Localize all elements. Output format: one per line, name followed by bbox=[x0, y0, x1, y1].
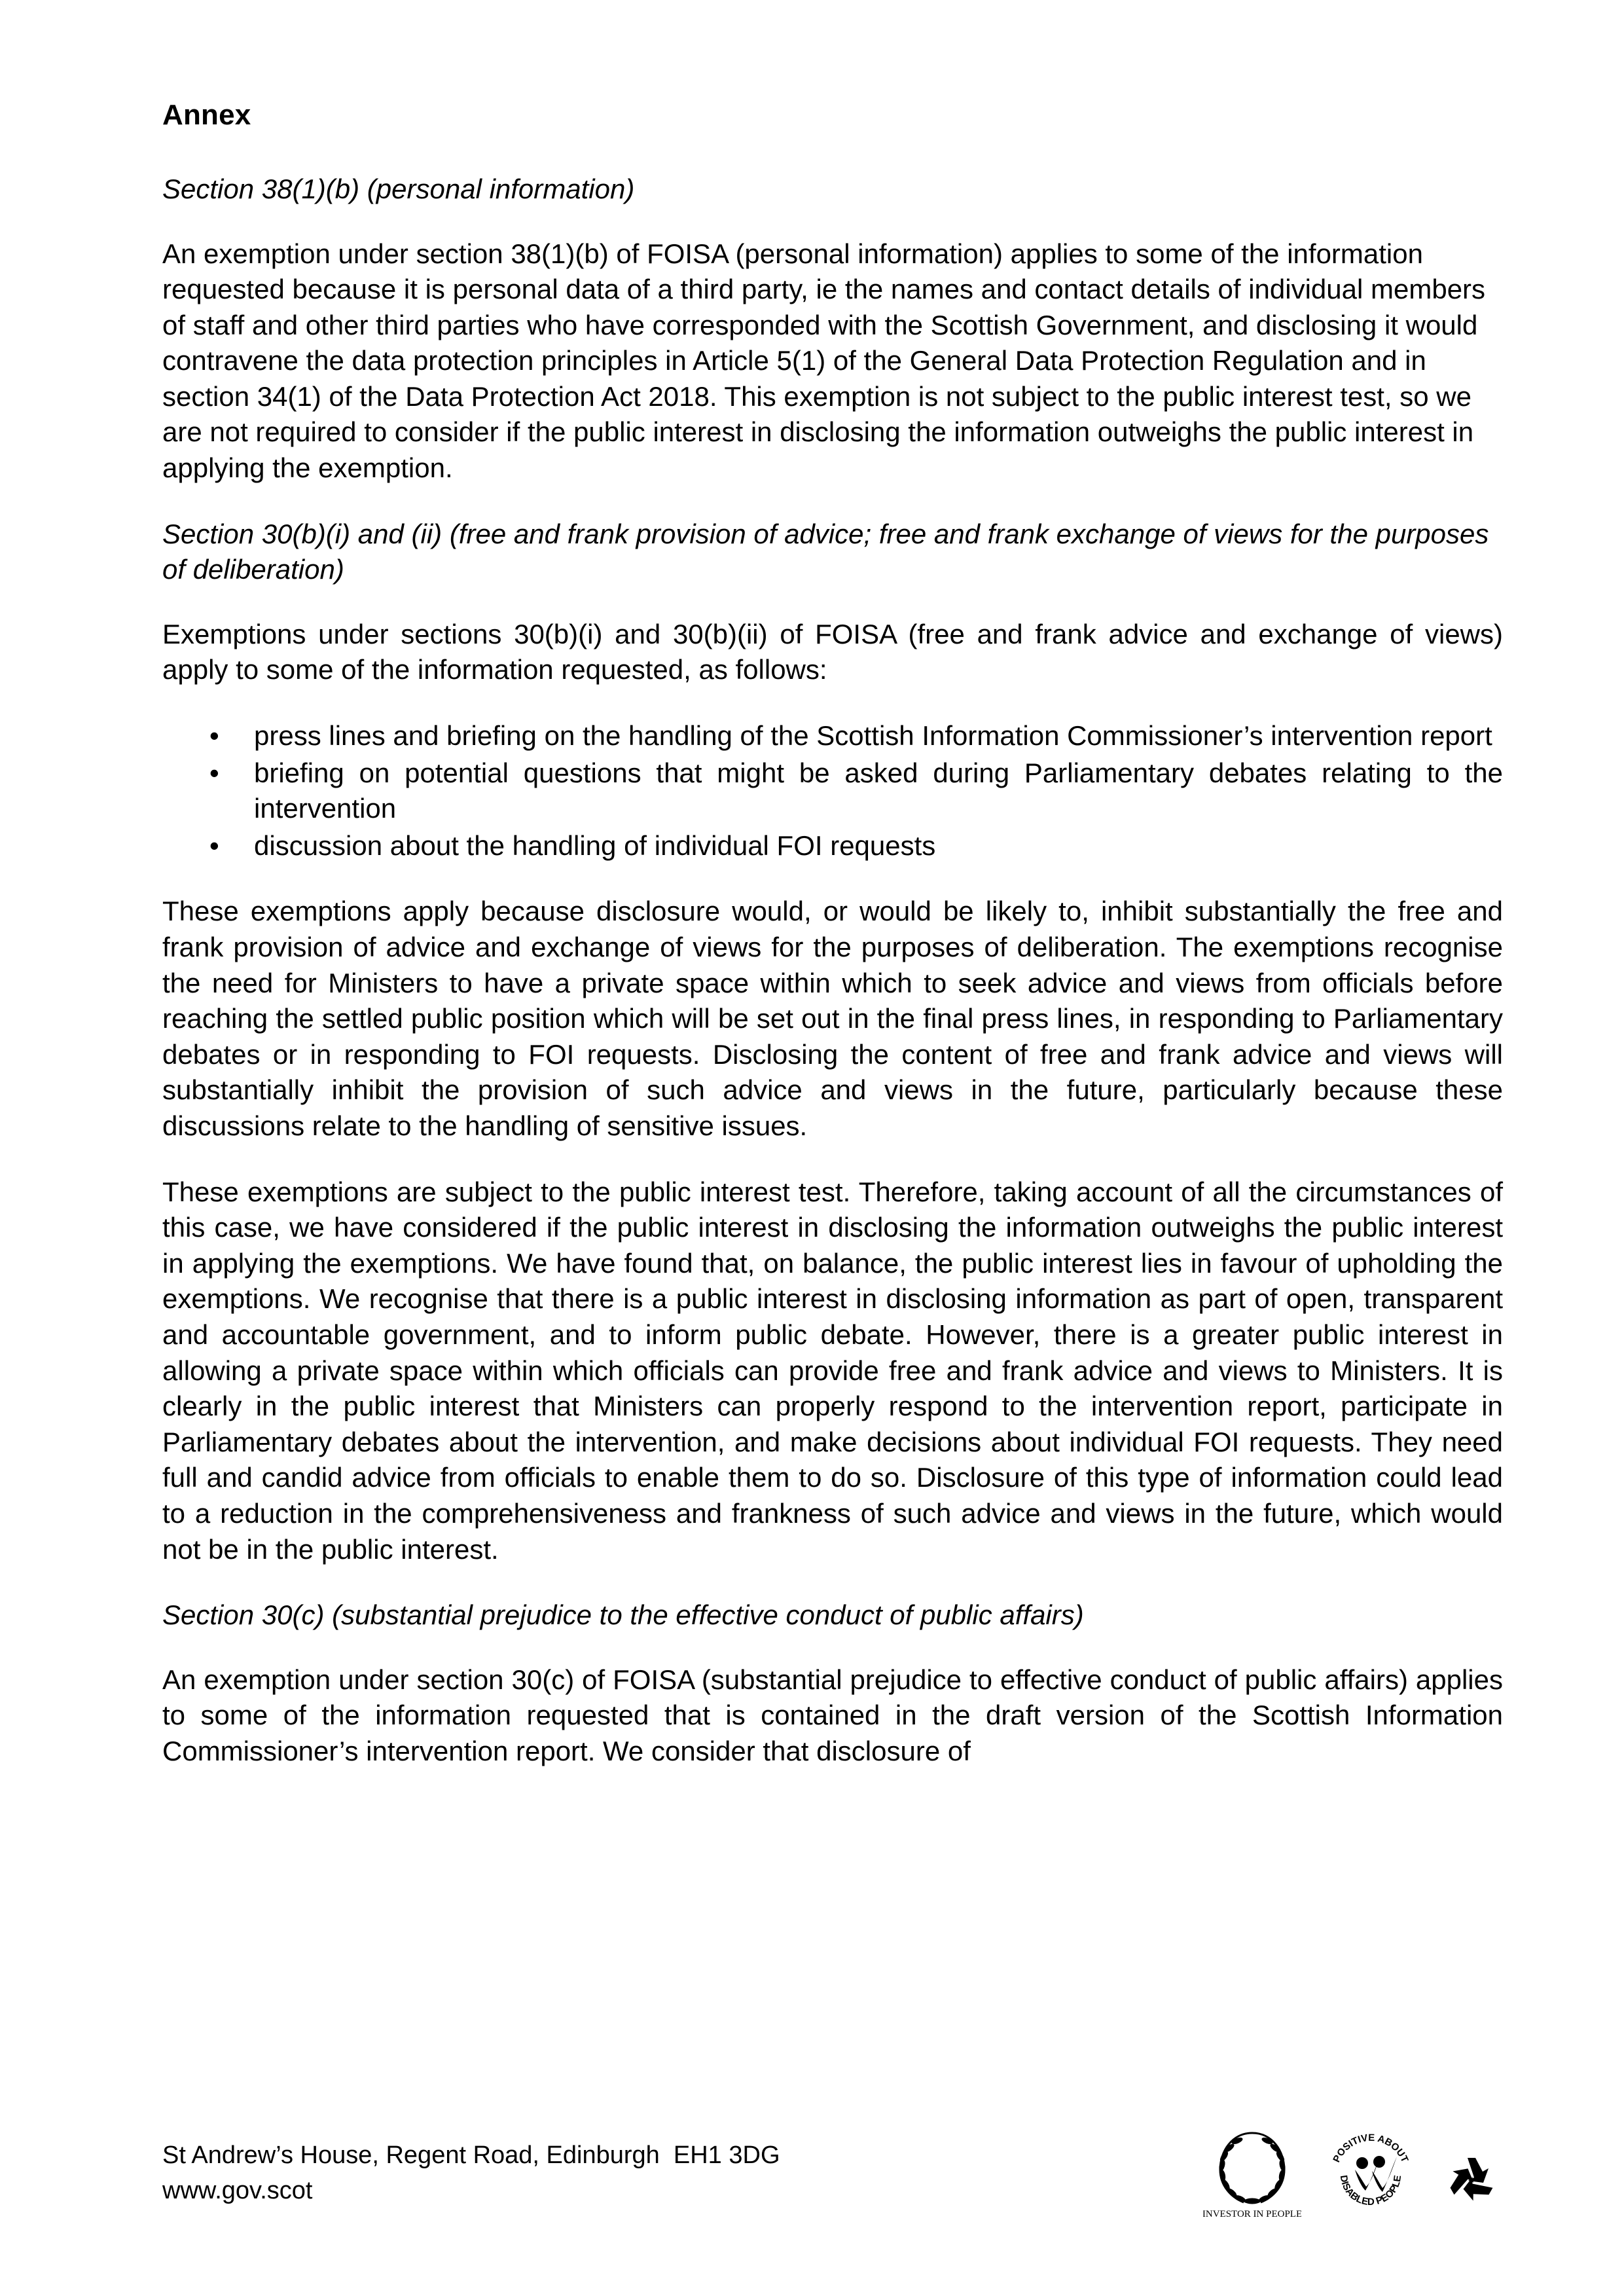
footer-logo-group bbox=[1203, 2123, 1503, 2221]
section-30c-paragraph-1: An exemption under section 30(c) of FOISA (substantial prejudice to effective conduct of public affairs) applies to some of the information requested that is contained in the draft version of the Scottish Information Commissioner’s intervention report. We consider that disclosure of bbox=[162, 1664, 1503, 1766]
pad-caption-bottom: DISABLED PEOPLE bbox=[1337, 2174, 1404, 2208]
list-item: • press lines and briefing on the handling of the Scottish Information Commissioner’s intervention report bbox=[162, 718, 1503, 754]
section-heading-30-c: Section 30(c) (substantial prejudice to the effective conduct of public affairs) bbox=[162, 1599, 1084, 1631]
list-item: • discussion about the handling of individual FOI requests bbox=[162, 828, 1503, 864]
footer-address-line: St Andrew’s House, Regent Road, Edinburgh EH1 3DG bbox=[162, 2141, 780, 2169]
section-30b-bullet-list bbox=[162, 718, 1503, 864]
page-footer bbox=[162, 2132, 1503, 2263]
section-30b-intro: Exemptions under sections 30(b)(i) and 30(b)(ii) of FOISA (free and frank advice and exchange of views) apply to some of the information requested, as follows: bbox=[162, 618, 1503, 685]
recycling-logo bbox=[1440, 2149, 1503, 2212]
section-heading-30-b: Section 30(b)(i) and (ii) (free and frank provision of advice; free and frank exchange of views for the purposes of deliberation) bbox=[162, 518, 1489, 585]
section-30b-paragraph-1: These exemptions apply because disclosure would, or would be likely to, inhibit substantially the free and frank provision of advice and exchange of views for the purposes of deliberation. The exemptions recognise the need for Ministers to have a private space within which to seek advice and views from officials before reaching the settled public position which will be set out in the final press lines, in responding to Parliamentary debates or in responding to FOI requests. Disclosing the content of free and frank advice and views will substantially inhibit the provision of such advice and views in the future, particularly because these discussions relate to the handling of sensitive issues. bbox=[162, 896, 1503, 1141]
page-title: Annex bbox=[162, 99, 251, 131]
section-heading-38-1-b: Section 38(1)(b) (personal information) bbox=[162, 173, 635, 204]
investor-in-people-caption: INVESTOR IN PEOPLE bbox=[1203, 2209, 1301, 2219]
section-38-paragraph-1: An exemption under section 38(1)(b) of FOISA (personal information) applies to some of the information requested because it is personal data of a third party, ie the names and contact details of individual members of staff and other third parties who have corresponded with the Scottish Government, and disclosing it would contravene the data protection principles in Article 5(1) of the General Data Protection Regulation and in section 34(1) of the Data Protection Act 2018. This exemption is not subject to the public interest test, so we are not required to consider if the public interest in disclosing the information outweighs the public interest in applying the exemption. bbox=[162, 238, 1486, 484]
investor-in-people-logo bbox=[1203, 2123, 1301, 2221]
pad-caption-top: POSITIVE ABOUT bbox=[1331, 2132, 1411, 2164]
document-body bbox=[162, 98, 1503, 1799]
section-30b-paragraph-2: These exemptions are subject to the public interest test. Therefore, taking account of all the circumstances of this case, we have considered if the public interest in disclosing the information outweighs the public interest in applying the exemptions. We have found that, on balance, the public interest lies in favour of upholding the exemptions. We recognise that there is a public interest in disclosing information as part of open, transparent and accountable government, and to inform public debate. However, there is a greater public interest in allowing a private space within which officials can provide free and frank advice and views to Ministers. It is clearly in the public interest that Ministers can properly respond to the intervention report, participate in Parliamentary debates about the intervention, and make decisions about individual FOI requests. They need full and candid advice from officials to enable them to do so. Disclosure of this type of information could lead to a reduction in the comprehensiveness and frankness of such advice and views in the future, which would not be in the public interest. bbox=[162, 1176, 1503, 1565]
positive-about-disabled-people-logo bbox=[1325, 2129, 1416, 2221]
footer-address bbox=[162, 2138, 780, 2209]
footer-website-line[interactable]: www.gov.scot bbox=[162, 2176, 313, 2204]
list-item: • briefing on potential questions that might be asked during Parliamentary debates relating to the intervention bbox=[162, 756, 1503, 827]
